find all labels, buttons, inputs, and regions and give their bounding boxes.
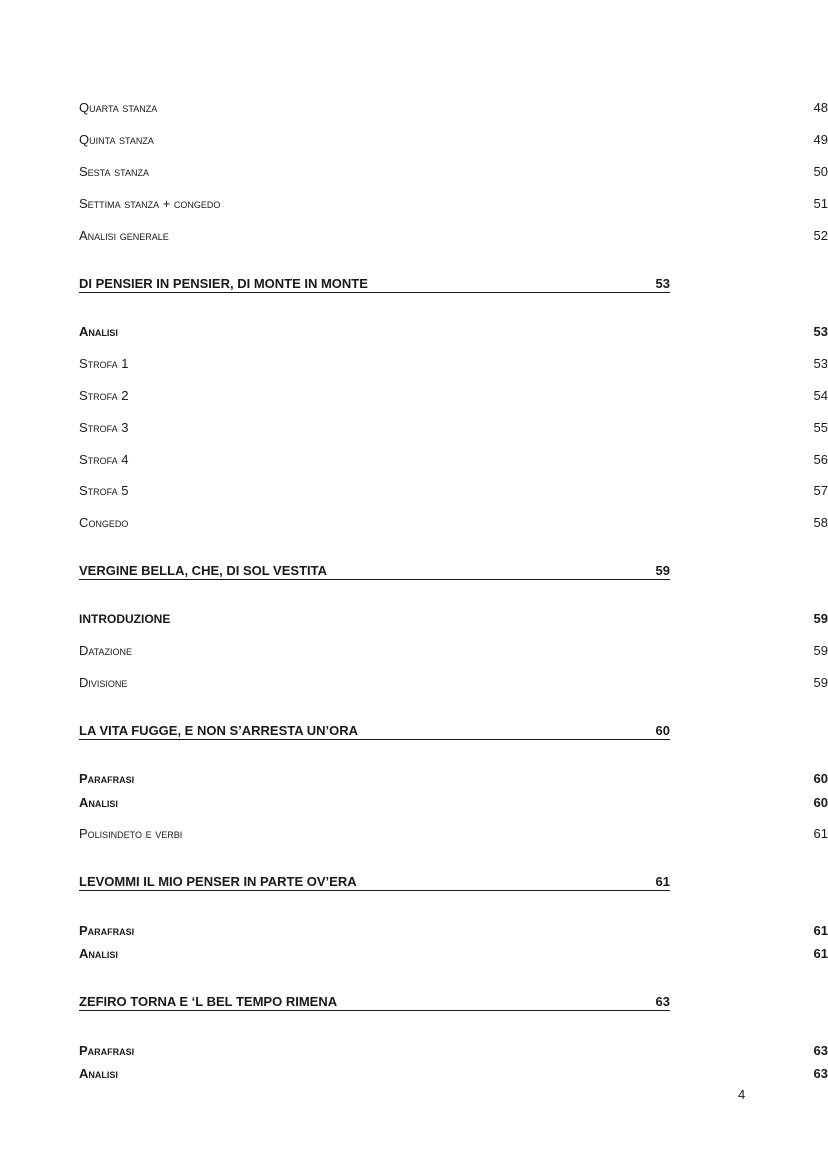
toc-entry[interactable] [79, 675, 828, 691]
toc-entry-page: 59 [813, 611, 828, 626]
toc-entry[interactable] [79, 946, 828, 962]
toc-entry-label: Analisi [79, 795, 118, 810]
toc-entry-page: 60 [813, 771, 828, 786]
page-number: 4 [738, 1087, 746, 1102]
toc-entry[interactable] [79, 795, 828, 811]
toc-entry[interactable] [79, 643, 828, 659]
toc-entry-label: Sesta stanza [79, 164, 149, 179]
toc-entry-page: 63 [813, 1066, 828, 1081]
toc-entry-page: 61 [813, 923, 828, 938]
toc-entry-label: Analisi [79, 946, 118, 961]
toc-section-page: 63 [655, 994, 670, 1009]
toc-entry[interactable] [79, 388, 828, 404]
toc-entry-page: 57 [813, 483, 828, 498]
toc-entry[interactable] [79, 420, 828, 436]
toc-entry-label: Strofa 5 [79, 483, 129, 498]
toc-entry[interactable] [79, 1043, 828, 1059]
toc-entry-page: 52 [813, 228, 828, 243]
toc-entry-label: Quarta stanza [79, 100, 158, 115]
toc-section-heading[interactable] [79, 723, 670, 740]
toc-entry-page: 48 [813, 100, 828, 115]
toc-entry-label: Divisione [79, 675, 128, 690]
toc-entry[interactable] [79, 515, 828, 531]
toc-entry-page: 59 [813, 675, 828, 690]
toc-entry[interactable] [79, 611, 828, 627]
toc-section-title: ZEFIRO TORNA E ‘L BEL TEMPO RIMENA [79, 994, 338, 1009]
toc-section-title: VERGINE BELLA, CHE, DI SOL VESTITA [79, 563, 327, 578]
toc-entry-page: 60 [813, 795, 828, 810]
toc-entry-label: Parafrasi [79, 923, 135, 938]
toc-entry[interactable] [79, 228, 828, 244]
toc-entry-label: Strofa 3 [79, 420, 129, 435]
toc-section-title: DI PENSIER IN PENSIER, DI MONTE IN MONTE [79, 276, 368, 291]
toc-entry-page: 58 [813, 515, 828, 530]
toc-entry[interactable] [79, 771, 828, 787]
toc-entry[interactable] [79, 164, 828, 180]
toc-entry[interactable] [79, 196, 828, 212]
toc-entry[interactable] [79, 826, 828, 842]
toc-section-page: 60 [655, 723, 670, 738]
toc-entry-page: 51 [813, 196, 828, 211]
toc-entry-label: Strofa 2 [79, 388, 129, 403]
toc-entry[interactable] [79, 923, 828, 939]
toc-entry-label: Analisi [79, 324, 118, 339]
toc-section-page: 59 [655, 563, 670, 578]
toc-entry[interactable] [79, 1066, 828, 1082]
toc-section-page: 61 [655, 874, 670, 889]
toc-entry-page: 49 [813, 132, 828, 147]
toc-entry-label: Parafrasi [79, 1043, 135, 1058]
toc-section-page: 53 [655, 276, 670, 291]
toc-entry-label: Datazione [79, 643, 133, 658]
toc-entry[interactable] [79, 356, 828, 372]
toc-entry[interactable] [79, 452, 828, 468]
toc-section-title: LEVOMMI IL MIO PENSER IN PARTE OV’ERA [79, 874, 357, 889]
toc-section-heading[interactable] [79, 563, 670, 580]
toc-section-title: LA VITA FUGGE, E NON S’ARRESTA UN’ORA [79, 723, 359, 738]
toc-entry-label: Analisi generale [79, 228, 169, 243]
toc-entry-page: 61 [813, 826, 828, 841]
toc-entry-label: Quinta stanza [79, 132, 154, 147]
toc-entry-page: 50 [813, 164, 828, 179]
toc-entry-page: 53 [813, 324, 828, 339]
toc-entry[interactable] [79, 483, 828, 499]
toc-entry-label: Parafrasi [79, 771, 135, 786]
toc-entry-label: Analisi [79, 1066, 118, 1081]
toc-entry-page: 53 [813, 356, 828, 371]
toc-entry-page: 59 [813, 643, 828, 658]
toc-section-heading[interactable] [79, 276, 670, 293]
toc-entry-label: Congedo [79, 515, 129, 530]
toc-entry-page: 63 [813, 1043, 828, 1058]
toc-entry-label: Strofa 1 [79, 356, 129, 371]
toc-entry[interactable] [79, 132, 828, 148]
toc-entry[interactable] [79, 324, 828, 340]
toc-entry-label: INTRODUZIONE [79, 612, 171, 626]
toc-entry-label: Polisindeto e verbi [79, 826, 183, 841]
toc-entry-page: 56 [813, 452, 828, 467]
toc-entry-page: 55 [813, 420, 828, 435]
toc-entry-label: Settima stanza + congedo [79, 196, 221, 211]
toc-entry-page: 61 [813, 946, 828, 961]
toc-entry-label: Strofa 4 [79, 452, 129, 467]
toc-entry[interactable] [79, 100, 828, 116]
toc-entry-page: 54 [813, 388, 828, 403]
toc-section-heading[interactable] [79, 874, 670, 891]
toc-section-heading[interactable] [79, 994, 670, 1011]
